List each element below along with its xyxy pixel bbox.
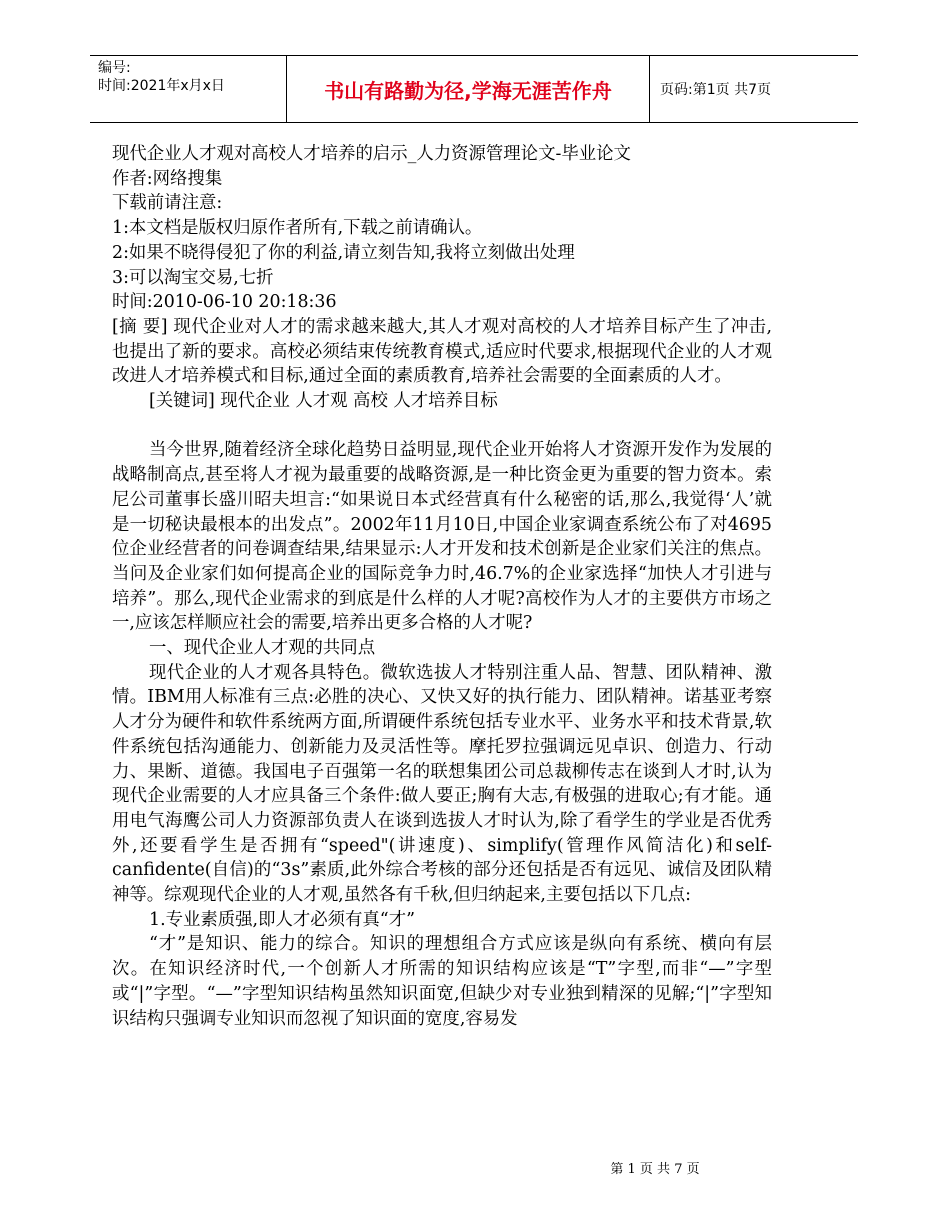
notice-item-1: 1:本文档是版权归原作者所有,下载之前请确认。 [112,218,483,239]
header-motto: 书山有路勤为径,学海无涯苦作舟 [286,56,650,122]
page-header [90,55,858,123]
doc-author: 作者:网络搜集 [112,168,223,189]
header-page-info: 页码:第1页 共7页 [660,82,771,98]
keywords: [关键词] 现代企业 人才观 高校 人才培养目标 [149,391,498,412]
notice-item-3: 3:可以淘宝交易,七折 [112,267,274,288]
paragraph-1: 当今世界,随着经济全球化趋势日益明显,现代企业开始将人才资源开发作为发展的战略制高点,甚至将人才视为最重要的战略资源,是一种比资金更为重要的智力资本。索尼公司董事长盛川昭夫坦言:“如果说日本式经营真有什么秘密的话,那么,我觉得‘人’就是一切秘诀最根本的出发点”。2002年11月10日,中国企业家调查系统公布了对4695位企业经营者的问卷调查结果,结果显示:人才开发和技术创新是企业家们关注的焦点。当问及企业家们如何提高企业的国际竞争力时,46.7%的企业家选择“加快人才引进与培养”。那么,现代企业需求的到底是什么样的人才呢?高校作为人才的主要供方市场之一,应该怎样顺应社会的需要,培养出更多合格的人才呢? [112,440,772,634]
notice-heading: 下载前请注意: [112,193,223,214]
doc-title: 现代企业人才观对高校人才培养的启示_人力资源管理论文-毕业论文 [112,144,631,164]
paragraph-2: 现代企业的人才观各具特色。微软选拔人才特别注重人品、智慧、团队精神、激情。IBM用人标准有三点:必胜的决心、又快又好的执行能力、团队精神。诺基亚考察人才分为硬件和软件系统两方面,所谓硬件系统包括专业水平、业务水平和技术背景,软件系统包括沟通能力、创新能力及灵活性等。摩托罗拉强调远见卓识、创造力、行动力、果断、道德。我国电子百强第一名的联想集团公司总裁柳传志在谈到人才时,认为现代企业需要的人才应具备三个条件:做人要正;胸有大志,有极强的进取心;有才能。通用电气海鹰公司人力资源部负责人在谈到选拔人才时认为,除了看学生的学业是否优秀外,还要看学生是否拥有“speed"(讲速度)、simplify(管理作风简洁化)和self-canfidente(自信)的“3s”素质,此外综合考核的部分还包括是否有远见、诚信及团队精神等。综观现代企业的人才观,虽然各有千秋,但归纳起来,主要包括以下几点: [112,662,772,906]
page-footer: 第 1 页 共 7 页 [610,1162,700,1177]
time-label: 时间:2021年x月x日 [98,78,225,94]
document-body [112,142,772,1031]
subsection-heading-1: 1.专业素质强,即人才必须有真“才” [149,909,415,930]
number-label: 编号: [98,60,131,76]
doc-time: 时间:2010-06-10 20:18:36 [112,292,337,313]
notice-item-2: 2:如果不晓得侵犯了你的利益,请立刻告知,我将立刻做出处理 [112,242,575,263]
spacer [112,414,772,439]
section-heading-1: 一、现代企业人才观的共同点 [149,638,376,659]
header-meta [90,56,286,122]
abstract: [摘 要] 现代企业对人才的需求越来越大,其人才观对高校的人才培养目标产生了冲击,也提出了新的要求。高校必须结束传统教育模式,适应时代要求,根据现代企业的人才观改进人才培养模式和目标,通过全面的素质教育,培养社会需要的全面素质的人才。 [112,316,772,387]
paragraph-3: “才”是知识、能力的综合。知识的理想组合方式应该是纵向有系统、横向有层次。在知识经济时代,一个创新人才所需的知识结构应该是“T”字型,而非“—”字型或“|”字型。“—”字型知识结构虽然知识面宽,但缺少对专业独到精深的见解;“|”字型知识结构只强调专业知识而忽视了知识面的宽度,容易发 [112,934,772,1029]
